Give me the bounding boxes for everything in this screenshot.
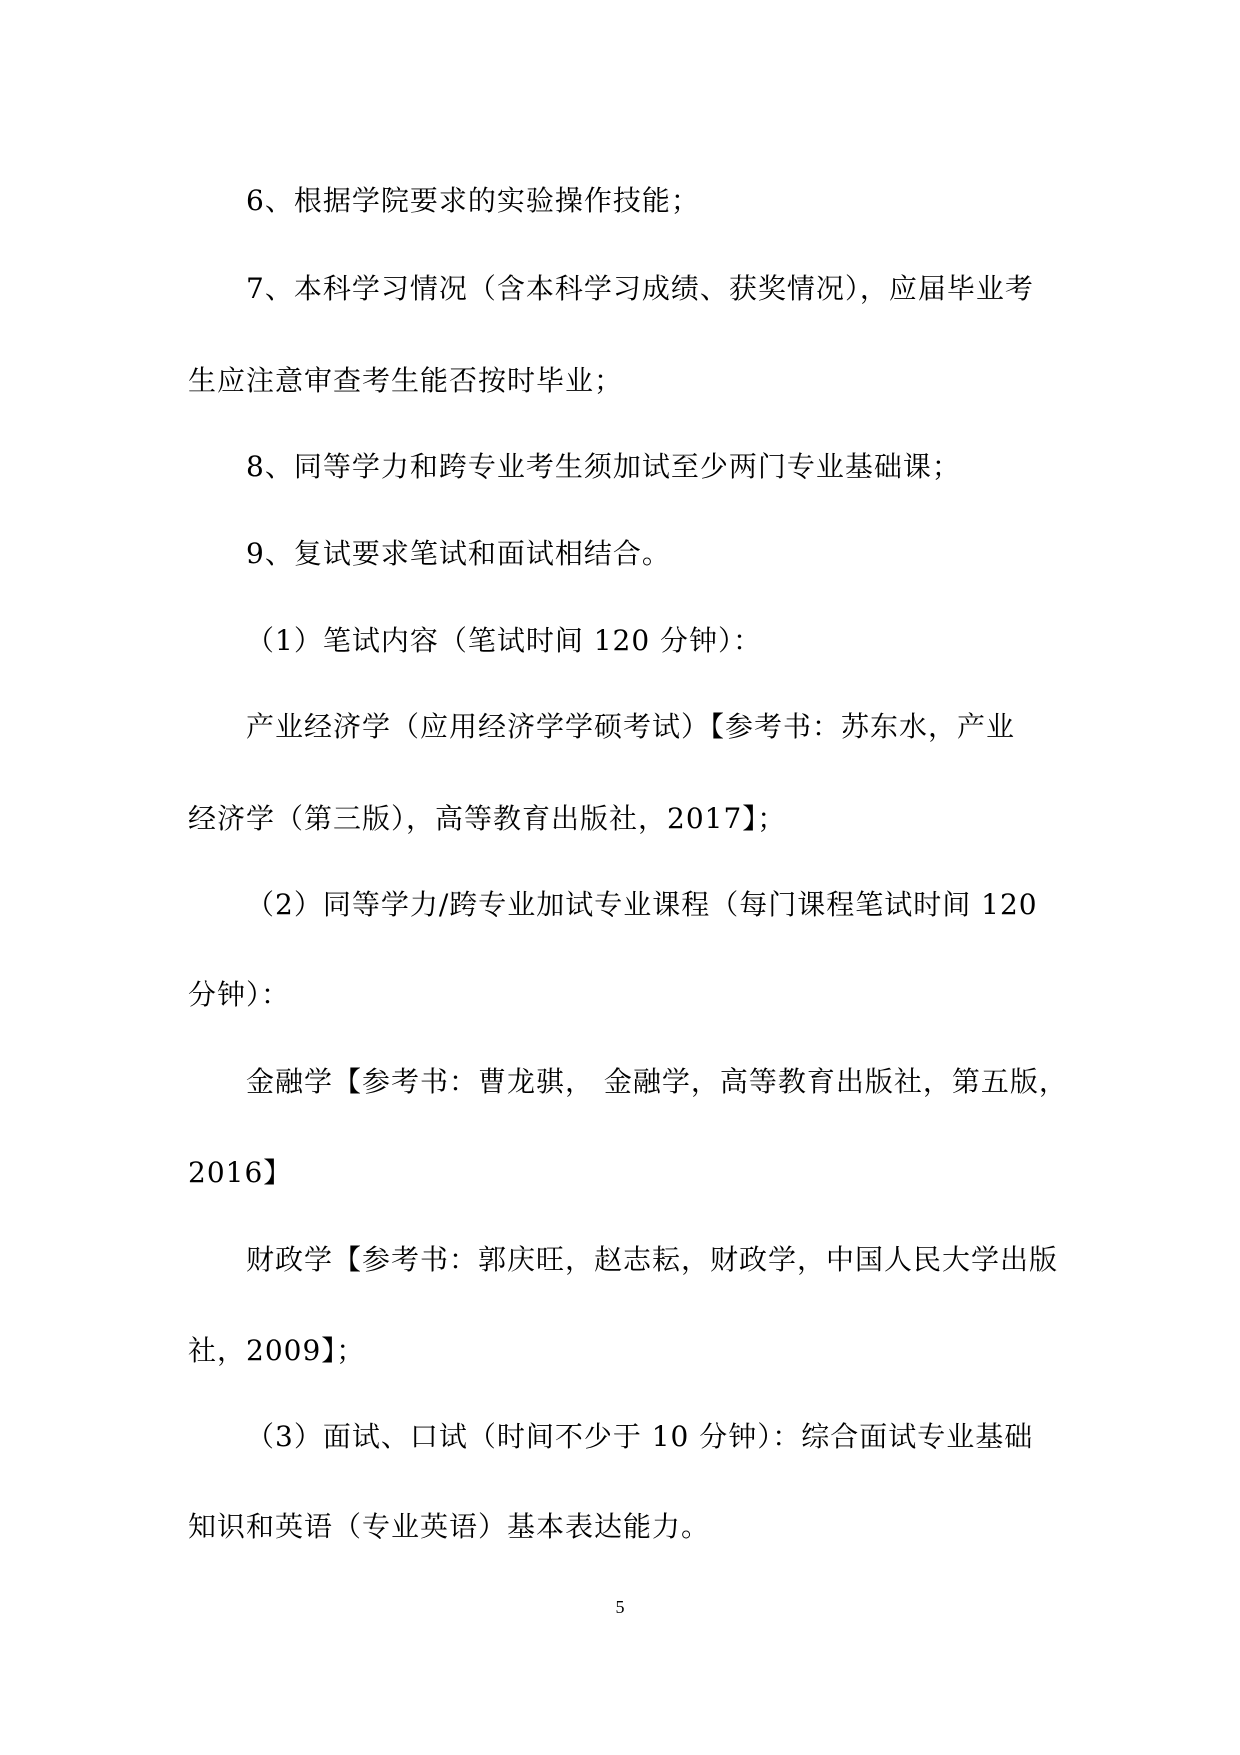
paragraph-line: 金融学【参考书：曹龙骐， 金融学，高等教育出版社，第五版， (246, 1065, 1068, 1098)
page-number: 5 (615, 1597, 625, 1617)
paragraph-line: 8、同等学力和跨专业考生须加试至少两门专业基础课； (246, 450, 961, 483)
paragraph-line: 7、本科学习情况（含本科学习成绩、获奖情况），应届毕业考 (246, 272, 1034, 305)
paragraph-line: 经济学（第三版），高等教育出版社，2017】； (188, 802, 787, 835)
paragraph-line: 知识和英语（专业英语）基本表达能力。 (188, 1510, 711, 1543)
paragraph-line: 社，2009】； (188, 1334, 366, 1367)
paragraph-line: 6、根据学院要求的实验操作技能； (246, 184, 700, 217)
paragraph-line: 产业经济学（应用经济学学硕考试）【参考书：苏东水，产业 (246, 710, 1016, 743)
paragraph-line: （3）面试、口试（时间不少于 10 分钟）：综合面试专业基础 (246, 1420, 1034, 1453)
paragraph-line: 2016】 (188, 1156, 293, 1189)
paragraph-line: 分钟）： (188, 978, 291, 1011)
paragraph-line: （2）同等学力/跨专业加试专业课程（每门课程笔试时间 120 (246, 888, 1038, 921)
paragraph-line: （1）笔试内容（笔试时间 120 分钟）： (246, 624, 763, 657)
paragraph-line: 9、复试要求笔试和面试相结合。 (246, 537, 671, 570)
paragraph-line: 生应注意审查考生能否按时毕业； (188, 364, 624, 397)
paragraph-line: 财政学【参考书：郭庆旺，赵志耘，财政学，中国人民大学出版 (246, 1243, 1059, 1276)
